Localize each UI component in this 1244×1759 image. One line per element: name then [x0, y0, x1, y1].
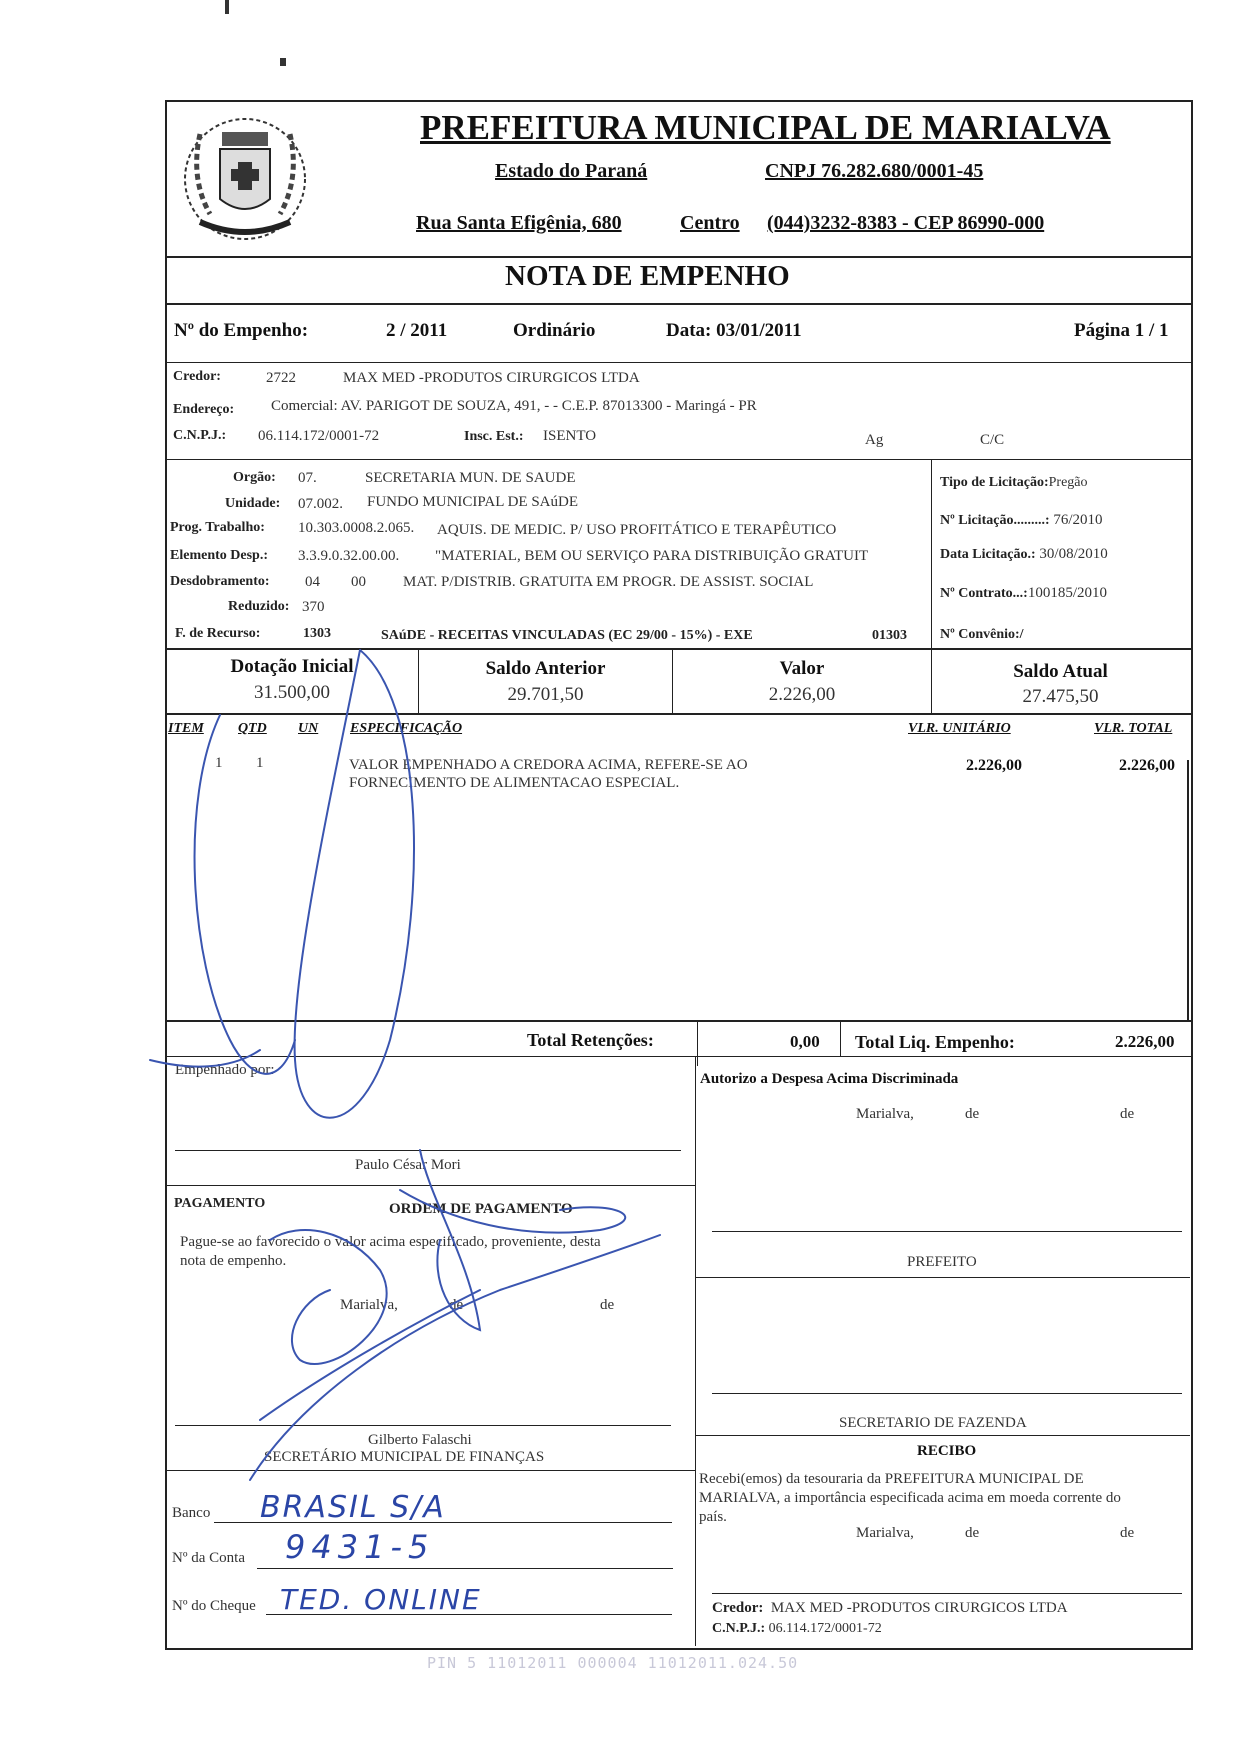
insc-label: Insc. Est.:: [464, 429, 524, 444]
autorizo-de-2: de: [1120, 1106, 1135, 1122]
empenho-date: Data: 03/01/2011: [666, 320, 802, 341]
desdob-name: MAT. P/DISTRIB. GRATUITA EM PROGR. DE ASSIST. SOCIAL: [403, 574, 814, 590]
prog-name: AQUIS. DE MEDIC. P/ USO PROFITÁTICO E TERAPÊUTICO: [437, 522, 837, 538]
col-item: ITEM: [168, 721, 204, 736]
credor-name: MAX MED -PRODUTOS CIRURGICOS LTDA: [343, 370, 640, 386]
desdob-code: 04: [305, 574, 320, 590]
row-total-value: 2.226,00: [1119, 757, 1175, 774]
empenho-number: 2 / 2011: [386, 320, 448, 341]
cc-label: C/C: [980, 432, 1005, 448]
pague-text-1: Pague-se ao favorecido o valor acima especificado, proveniente, desta: [180, 1234, 601, 1250]
ag-label: Ag: [865, 432, 884, 448]
elemento-code: 3.3.9.0.32.00.00.: [298, 548, 400, 564]
pagamento-label: PAGAMENTO: [174, 1196, 266, 1211]
prog-code: 10.303.0008.2.065.: [298, 520, 415, 536]
dotacao-value: 31.500,00: [254, 682, 330, 703]
ordem-city: Marialva,: [340, 1297, 398, 1313]
credor-label: Credor:: [173, 369, 221, 384]
recibo-city: Marialva,: [856, 1525, 914, 1541]
credor-code: 2722: [266, 370, 296, 386]
recurso-number: 01303: [872, 628, 907, 643]
credor-cnpj: 06.114.172/0001-72: [258, 428, 380, 444]
header-district: Centro: [680, 212, 740, 234]
data-licitacao-value: 30/08/2010: [1039, 546, 1108, 562]
empenho-type: Ordinário: [513, 320, 596, 341]
unidade-code: 07.002.: [298, 496, 343, 512]
col-un: UN: [298, 721, 319, 736]
row-desc-line1: VALOR EMPENHADO A CREDORA ACIMA, REFERE-SE AO: [349, 757, 748, 773]
autorizo-label: Autorizo a Despesa Acima Discriminada: [700, 1071, 959, 1087]
recibo-text-1: Recebi(emos) da tesouraria da PREFEITURA MUNICIPAL DE: [699, 1471, 1084, 1487]
ordem-pagamento-label: ORDEM DE PAGAMENTO: [389, 1201, 573, 1217]
numero-licitacao-label: Nº Licitação.........:: [940, 513, 1050, 528]
row-unit-value: 2.226,00: [966, 757, 1022, 774]
row-item: 1: [215, 755, 223, 771]
header-cnpj: CNPJ 76.282.680/0001-45: [765, 160, 984, 182]
cheque-value[interactable]: TED. ONLINE: [280, 1583, 482, 1616]
conta-label: Nº da Conta: [172, 1550, 245, 1566]
unidade-label: Unidade:: [225, 496, 281, 511]
recibo-text-3: país.: [699, 1509, 727, 1525]
col-vlr-total: VLR. TOTAL: [1094, 721, 1173, 736]
unidade-name: FUNDO MUNICIPAL DE SAúDE: [367, 494, 578, 510]
total-liquido-value: 2.226,00: [1115, 1032, 1175, 1051]
valor-label: Valor: [779, 658, 825, 679]
scan-mark: [280, 58, 286, 66]
tipo-licitacao-value: Pregão: [1048, 475, 1088, 490]
reduzido-value: 370: [302, 599, 325, 615]
empenhado-signer: Paulo César Mori: [355, 1157, 461, 1173]
header-state: Estado do Paraná: [495, 160, 648, 182]
footer-stamp: PIN 5 11012011 000004 11012011.024.50: [427, 1654, 799, 1672]
saldo-anterior-label: Saldo Anterior: [485, 658, 606, 679]
orgao-code: 07.: [298, 470, 317, 486]
reduzido-label: Reduzido:: [228, 599, 290, 614]
valor-value: 2.226,00: [768, 684, 836, 705]
empenho-label: Nº do Empenho:: [174, 320, 309, 341]
saldo-atual-value: 27.475,50: [1022, 686, 1099, 707]
recibo-credor-label: Credor:: [712, 1600, 764, 1616]
col-vlr-unitario: VLR. UNITÁRIO: [908, 721, 1011, 736]
total-retencoes-label: Total Retenções:: [527, 1030, 654, 1050]
recibo-credor-name: MAX MED -PRODUTOS CIRURGICOS LTDA: [770, 1600, 1068, 1616]
elemento-label: Elemento Desp.:: [170, 548, 268, 563]
recibo-de-2: de: [1120, 1525, 1135, 1541]
col-especificacao: ESPECIFICAÇÃO: [350, 721, 463, 736]
col-qtd: QTD: [238, 721, 267, 736]
recibo-cnpj-label: C.N.P.J.:: [712, 1621, 766, 1636]
autorizo-de-1: de: [965, 1106, 980, 1122]
numero-contrato-label: Nº Contrato...:: [940, 586, 1028, 601]
cheque-label: Nº do Cheque: [172, 1598, 256, 1614]
scan-mark: [225, 0, 229, 14]
autorizo-city: Marialva,: [856, 1106, 914, 1122]
conta-value[interactable]: 9431-5: [285, 1528, 435, 1566]
prog-label: Prog. Trabalho:: [170, 520, 265, 535]
recurso-name: SAúDE - RECEITAS VINCULADAS (EC 29/00 - 15%) - EXE: [381, 628, 753, 643]
recibo-text-2: MARIALVA, a importância especificada acima em moeda corrente do: [699, 1490, 1121, 1506]
header-phone-cep: (044)3232-8383 - CEP 86990-000: [767, 212, 1045, 234]
saldo-anterior-value: 29.701,50: [507, 684, 584, 705]
banco-label: Banco: [172, 1505, 211, 1521]
secretario-financas-name: Gilberto Falaschi: [368, 1432, 472, 1448]
pague-text-2: nota de empenho.: [180, 1253, 287, 1269]
recurso-label: F. de Recurso:: [175, 626, 261, 641]
total-retencoes-value: 0,00: [790, 1032, 820, 1051]
empenhado-label: Empenhado por:: [175, 1062, 275, 1078]
secretario-financas-title: SECRETÁRIO MUNICIPAL DE FINANÇAS: [264, 1449, 545, 1465]
recibo-de-1: de: [965, 1525, 980, 1541]
dotacao-label: Dotação Inicial: [230, 656, 354, 677]
ordem-de-1: de: [449, 1297, 464, 1313]
row-desc-line2: FORNECIMENTO DE ALIMENTACAO ESPECIAL.: [349, 775, 680, 791]
desdob-sub: 00: [351, 574, 366, 590]
tipo-licitacao-label: Tipo de Licitação:: [940, 475, 1049, 490]
header-street: Rua Santa Efigênia, 680: [416, 212, 622, 234]
prefeito-label: PREFEITO: [907, 1254, 977, 1270]
ordem-de-2: de: [600, 1297, 615, 1313]
data-licitacao-label: Data Licitação.:: [940, 547, 1036, 562]
address-label: Endereço:: [173, 402, 235, 417]
elemento-name: "MATERIAL, BEM OU SERVIÇO PARA DISTRIBUIÇÃO GRATUIT: [435, 548, 869, 564]
saldo-atual-label: Saldo Atual: [1013, 661, 1108, 682]
insc-value: ISENTO: [543, 428, 597, 444]
secretario-fazenda-label: SECRETARIO DE FAZENDA: [839, 1415, 1027, 1431]
header-title: PREFEITURA MUNICIPAL DE MARIALVA: [420, 108, 1111, 147]
recurso-code: 1303: [303, 626, 331, 641]
desdob-label: Desdobramento:: [170, 574, 270, 589]
orgao-label: Orgão:: [233, 470, 276, 485]
cnpj-label: C.N.P.J.:: [173, 428, 227, 443]
total-liquido-label: Total Liq. Empenho:: [855, 1032, 1015, 1052]
recibo-cnpj-value: 06.114.172/0001-72: [768, 1621, 882, 1636]
page-number: Página 1 / 1: [1074, 320, 1169, 341]
row-qtd: 1: [256, 755, 264, 771]
orgao-name: SECRETARIA MUN. DE SAUDE: [365, 470, 576, 486]
credor-address: Comercial: AV. PARIGOT DE SOUZA, 491, - - C.E.P. 87013300 - Maringá - PR: [271, 398, 757, 414]
recibo-title: RECIBO: [917, 1443, 977, 1459]
numero-convenio: Nº Convênio:/: [940, 627, 1024, 642]
document-title: NOTA DE EMPENHO: [505, 260, 790, 292]
numero-contrato-value: 100185/2010: [1027, 585, 1107, 601]
numero-licitacao-value: 76/2010: [1053, 512, 1103, 528]
banco-value[interactable]: BRASIL S/A: [260, 1490, 446, 1525]
